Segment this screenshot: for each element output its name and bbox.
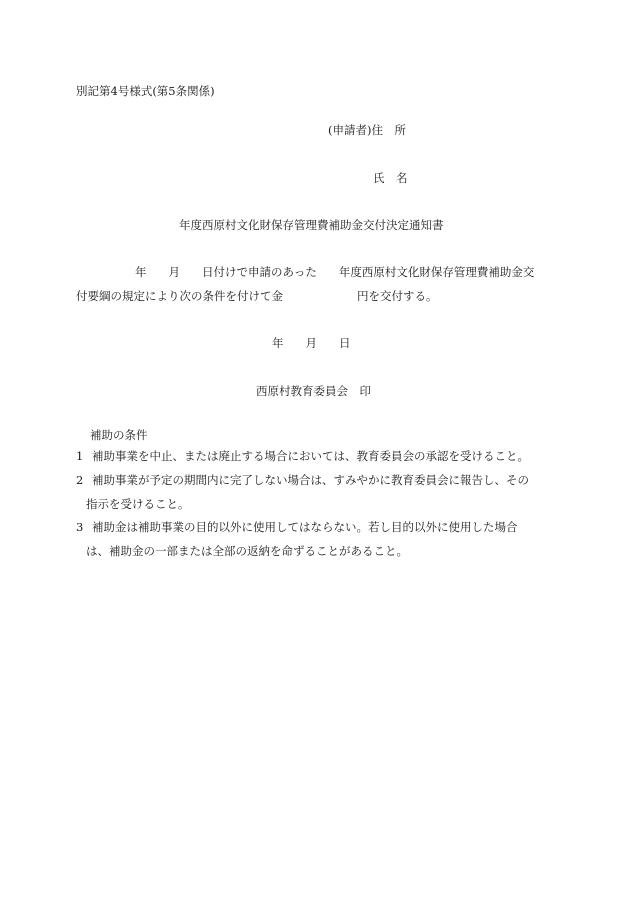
issuer-seal: 西原村教育委員会 印 xyxy=(256,384,371,398)
body-program: 年度西原村文化財保存管理費補助金交 xyxy=(338,265,535,279)
body-month: 月 xyxy=(168,265,180,279)
applicant-address-line xyxy=(328,125,406,137)
body-day-phrase: 日付けで申請のあった xyxy=(202,265,317,279)
condition-item-1 xyxy=(76,451,529,463)
condition-text: 補助事業が予定の期間内に完了しない場合は、すみやかに教育委員会に報告し、その xyxy=(92,473,529,487)
condition-item-2 xyxy=(76,475,529,487)
body-line-2 xyxy=(76,291,438,303)
body-line-1 xyxy=(135,267,534,279)
date-month: 月 xyxy=(305,336,317,350)
date-year: 年 xyxy=(272,336,284,350)
condition-number: 2 xyxy=(76,473,84,487)
date-day: 日 xyxy=(339,336,351,350)
condition-text: 補助金は補助事業の目的以外に使用してはならない。若し目的以外に使用した場合 xyxy=(92,520,518,534)
form-label: 別記第4号様式(第5条関係) xyxy=(76,84,215,98)
condition-item-2-continuation: 指示を受けること。 xyxy=(86,497,190,511)
condition-text: 補助事業を中止、または廃止する場合においては、教育委員会の承認を受けること。 xyxy=(92,449,529,463)
condition-number: 1 xyxy=(76,449,84,463)
address-label: 住 所 xyxy=(371,123,406,137)
condition-number: 3 xyxy=(76,520,84,534)
applicant-prefix: (申請者) xyxy=(328,123,372,137)
condition-item-3 xyxy=(76,522,518,534)
condition-item-3-continuation: は、補助金の一部または全部の返納を命ずることがあること。 xyxy=(86,544,408,558)
body-line2-tail: 円を交付する。 xyxy=(357,289,438,303)
conditions-heading: 補助の条件 xyxy=(90,428,148,442)
body-year: 年 xyxy=(135,265,147,279)
body-line2-lead: 付要綱の規定により次の条件を付けて金 xyxy=(76,289,283,303)
notice-date xyxy=(272,338,351,350)
document-title: 年度西原村文化財保存管理費補助金交付決定通知書 xyxy=(179,218,444,232)
applicant-name-label: 氏 名 xyxy=(373,171,408,185)
